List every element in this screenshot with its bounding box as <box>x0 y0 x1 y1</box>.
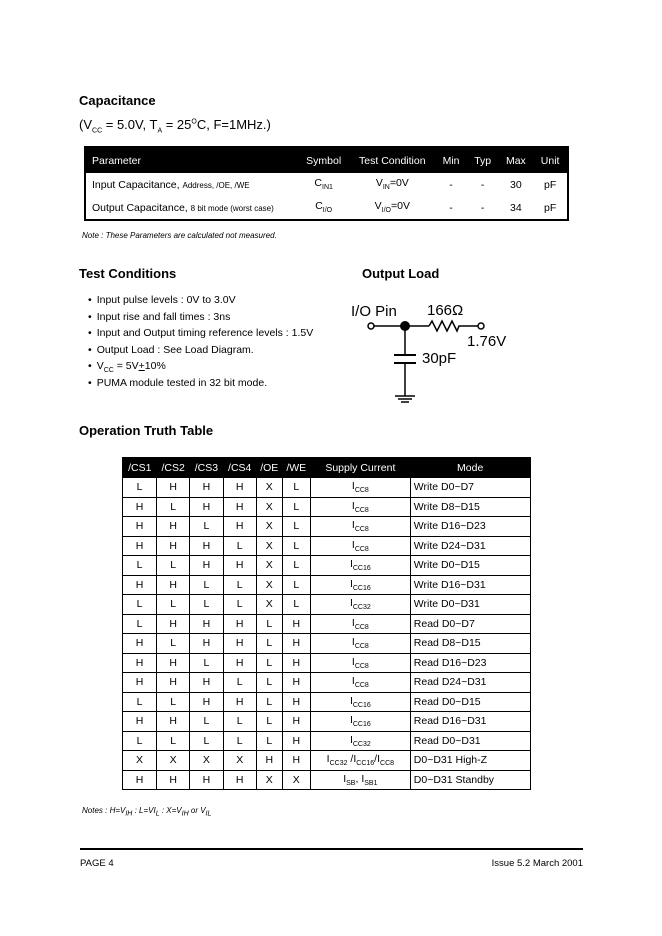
table-row <box>123 634 531 654</box>
supply-current-cell: $I_{CC8}$ <box>310 517 410 537</box>
output-load-title: Output Load <box>362 266 440 281</box>
supply-current-cell: $I_{SB}$, $I_{SB1}$ <box>310 770 410 790</box>
column-header: Symbol <box>298 147 349 173</box>
signal-cell: H <box>123 712 157 732</box>
signal-cell: H <box>223 517 256 537</box>
parameter-note: Address, /OE, /WE <box>182 180 250 190</box>
test-condition-cell: $V_{I/O}=0V$ <box>374 200 410 215</box>
signal-cell: H <box>157 575 190 595</box>
output-load-diagram <box>345 295 525 410</box>
signal-cell: L <box>282 595 310 615</box>
mode-cell: Write D16~D23 <box>410 517 530 537</box>
supply-current-cell: $I_{CC8}$ <box>310 536 410 556</box>
capacitance-table <box>84 146 569 221</box>
supply-current-cell: $I_{CC8}$ <box>310 634 410 654</box>
resistor-label: 166Ω <box>427 302 464 319</box>
signal-cell: L <box>256 614 282 634</box>
signal-cell: H <box>157 770 190 790</box>
supply-current-cell: $I_{CC16}$ <box>310 575 410 595</box>
mode-cell: Write D0~D31 <box>410 595 530 615</box>
table-row <box>123 536 531 556</box>
signal-cell: X <box>256 770 282 790</box>
signal-cell: L <box>256 673 282 693</box>
pin-terminal <box>368 323 374 329</box>
table-row <box>123 770 531 790</box>
column-header: /CS4 <box>223 458 256 478</box>
footer-rule <box>80 848 583 850</box>
signal-cell: X <box>123 751 157 771</box>
signal-cell: H <box>282 614 310 634</box>
table-row <box>123 614 531 634</box>
column-header: Parameter <box>85 147 298 173</box>
signal-cell: L <box>157 497 190 517</box>
signal-cell: H <box>223 692 256 712</box>
list-item: • PUMA module tested in 32 bit mode. <box>88 375 313 392</box>
signal-cell: H <box>282 712 310 732</box>
parameter-cell: Output Capacitance, 8 bit mode (worst case) <box>92 201 274 214</box>
signal-cell: L <box>223 673 256 693</box>
voltage-terminal <box>478 323 484 329</box>
signal-cell: H <box>157 653 190 673</box>
capacitance-title: Capacitance <box>79 93 156 108</box>
signal-cell: H <box>190 770 223 790</box>
signal-cell: X <box>190 751 223 771</box>
signal-cell: L <box>256 634 282 654</box>
mode-cell: Read D0~D15 <box>410 692 530 712</box>
column-header: Typ <box>467 147 499 173</box>
max-cell: 30 <box>510 178 522 191</box>
signal-cell: L <box>123 478 157 498</box>
column-header: Max <box>498 147 533 173</box>
truth-table-title: Operation Truth Table <box>79 423 214 438</box>
signal-cell: X <box>223 751 256 771</box>
mode-cell: Write D16~D31 <box>410 575 530 595</box>
signal-cell: X <box>256 478 282 498</box>
list-item: • Input rise and fall times : 3ns <box>88 309 313 326</box>
mode-cell: Read D8~D15 <box>410 634 530 654</box>
table-row <box>123 478 531 498</box>
signal-cell: H <box>223 653 256 673</box>
signal-cell: H <box>123 517 157 537</box>
signal-cell: L <box>190 595 223 615</box>
parameter-cell: Input Capacitance, Address, /OE, /WE <box>92 178 250 191</box>
signal-cell: L <box>282 497 310 517</box>
column-header: Mode <box>410 458 530 478</box>
table-row <box>123 751 531 771</box>
supply-current-cell: $I_{CC16}$ <box>310 692 410 712</box>
parameter-note: 8 bit mode (worst case) <box>190 203 274 213</box>
signal-cell: H <box>157 536 190 556</box>
mode-cell: Read D24~D31 <box>410 673 530 693</box>
signal-cell: H <box>223 614 256 634</box>
supply-current-cell: $I_{CC8}$ <box>310 497 410 517</box>
column-header: Unit <box>533 147 568 173</box>
signal-cell: X <box>256 536 282 556</box>
signal-cell: L <box>123 692 157 712</box>
signal-cell: H <box>123 575 157 595</box>
mode-cell: D0~D31 Standby <box>410 770 530 790</box>
supply-current-cell: $I_{CC32}$ <box>310 731 410 751</box>
signal-cell: X <box>157 751 190 771</box>
unit-cell: pF <box>544 201 557 214</box>
signal-cell: L <box>223 536 256 556</box>
truth-table-notes: Notes : $H=V_{IH}$ : $L=VI_L$ : $X=V_{IH}$ or $V_{IL}$ <box>82 806 212 818</box>
test-condition-cell: $V_{IN}=0V$ <box>375 177 409 192</box>
resistor <box>429 321 478 331</box>
table-row <box>85 196 568 220</box>
supply-current-cell: $I_{CC32}$ <box>310 595 410 615</box>
supply-current-cell: $I_{CC8}$ <box>310 673 410 693</box>
table-row <box>85 173 568 196</box>
signal-cell: L <box>190 712 223 732</box>
signal-cell: H <box>123 653 157 673</box>
column-header: Min <box>435 147 467 173</box>
signal-cell: L <box>282 517 310 537</box>
signal-cell: L <box>123 595 157 615</box>
supply-current-cell: $I_{CC16}$ <box>310 712 410 732</box>
signal-cell: L <box>157 731 190 751</box>
mode-cell: Write D8~D15 <box>410 497 530 517</box>
table-row <box>123 731 531 751</box>
min-cell: - <box>449 178 453 191</box>
column-header: Supply Current <box>310 458 410 478</box>
supply-current-cell: $I_{CC8}$ <box>310 653 410 673</box>
signal-cell: L <box>123 556 157 576</box>
signal-cell: L <box>123 614 157 634</box>
signal-cell: L <box>256 731 282 751</box>
signal-cell: L <box>256 653 282 673</box>
signal-cell: X <box>256 517 282 537</box>
signal-cell: H <box>223 556 256 576</box>
signal-cell: X <box>256 556 282 576</box>
signal-cell: L <box>157 634 190 654</box>
issue-date: Issue 5.2 March 2001 <box>491 858 583 869</box>
signal-cell: L <box>223 712 256 732</box>
signal-cell: L <box>157 595 190 615</box>
signal-cell: L <box>190 731 223 751</box>
list-item: • Output Load : See Load Diagram. <box>88 342 313 359</box>
signal-cell: H <box>157 478 190 498</box>
signal-cell: L <box>223 595 256 615</box>
signal-cell: H <box>256 751 282 771</box>
column-header: /CS2 <box>157 458 190 478</box>
mode-cell: Write D24~D31 <box>410 536 530 556</box>
test-conditions-list <box>88 292 313 392</box>
signal-cell: H <box>190 478 223 498</box>
signal-cell: H <box>282 731 310 751</box>
signal-cell: L <box>190 517 223 537</box>
signal-cell: H <box>223 634 256 654</box>
signal-cell: X <box>256 575 282 595</box>
column-header: Test Condition <box>349 147 435 173</box>
min-cell: - <box>449 201 453 214</box>
signal-cell: H <box>157 712 190 732</box>
unit-cell: pF <box>544 178 557 191</box>
signal-cell: H <box>282 673 310 693</box>
symbol-cell: $C_{IN1}$ <box>314 177 333 192</box>
signal-cell: H <box>123 634 157 654</box>
signal-cell: H <box>157 614 190 634</box>
table-row <box>123 575 531 595</box>
signal-cell: L <box>123 731 157 751</box>
table-row <box>123 517 531 537</box>
supply-current-cell: $I_{CC8}$ <box>310 478 410 498</box>
signal-cell: H <box>190 673 223 693</box>
supply-current-cell: $I_{CC32}$ $/I_{CC16}/I_{CC8}$ <box>310 751 410 771</box>
column-header: /CS1 <box>123 458 157 478</box>
signal-cell: L <box>190 653 223 673</box>
signal-cell: H <box>190 692 223 712</box>
truth-table <box>122 457 531 790</box>
signal-cell: L <box>282 536 310 556</box>
mode-cell: D0~D31 High-Z <box>410 751 530 771</box>
table-row <box>123 673 531 693</box>
signal-cell: L <box>282 556 310 576</box>
signal-cell: X <box>256 497 282 517</box>
signal-cell: H <box>190 536 223 556</box>
test-conditions-title: Test Conditions <box>79 266 177 281</box>
column-header: /WE <box>282 458 310 478</box>
max-cell: 34 <box>510 201 522 214</box>
signal-cell: L <box>223 731 256 751</box>
table-row <box>123 497 531 517</box>
signal-cell: H <box>282 692 310 712</box>
signal-cell: H <box>223 770 256 790</box>
signal-cell: L <box>282 478 310 498</box>
signal-cell: L <box>256 692 282 712</box>
signal-cell: H <box>190 634 223 654</box>
table-row <box>123 556 531 576</box>
signal-cell: H <box>123 673 157 693</box>
capacitor-label: 30pF <box>422 350 457 367</box>
table-row <box>123 712 531 732</box>
supply-current-cell: $I_{CC16}$ <box>310 556 410 576</box>
list-item: • Input pulse levels : 0V to 3.0V <box>88 292 313 309</box>
signal-cell: H <box>190 497 223 517</box>
mode-cell: Write D0~D15 <box>410 556 530 576</box>
signal-cell: X <box>256 595 282 615</box>
table-row <box>123 692 531 712</box>
mode-cell: Read D16~D31 <box>410 712 530 732</box>
signal-cell: H <box>223 478 256 498</box>
signal-cell: H <box>282 634 310 654</box>
column-header: /OE <box>256 458 282 478</box>
mode-cell: Read D16~D23 <box>410 653 530 673</box>
signal-cell: H <box>190 556 223 576</box>
signal-cell: H <box>123 497 157 517</box>
table-row <box>123 595 531 615</box>
signal-cell: X <box>282 770 310 790</box>
list-item: • $V_{CC} = 5V+10\%$ <box>88 358 313 375</box>
mode-cell: Read D0~D31 <box>410 731 530 751</box>
signal-cell: H <box>190 614 223 634</box>
typ-cell: - <box>480 178 485 191</box>
column-header: /CS3 <box>190 458 223 478</box>
signal-cell: H <box>123 536 157 556</box>
signal-cell: L <box>282 575 310 595</box>
signal-cell: H <box>157 673 190 693</box>
signal-cell: L <box>157 692 190 712</box>
signal-cell: H <box>282 751 310 771</box>
signal-cell: H <box>223 497 256 517</box>
signal-cell: L <box>190 575 223 595</box>
symbol-cell: $C_{I/O}$ <box>315 200 333 215</box>
capacitance-note: Note : These Parameters are calculated not measured. <box>82 231 277 240</box>
capacitance-conditions: ($V_{CC} = 5.0V$, $T_A = 25^OC$, F=1MHz.) <box>79 117 271 135</box>
signal-cell: L <box>223 575 256 595</box>
signal-cell: L <box>157 556 190 576</box>
typ-cell: - <box>480 201 485 214</box>
signal-cell: H <box>282 653 310 673</box>
list-item: • Input and Output timing reference levels : 1.5V <box>88 325 313 342</box>
signal-cell: L <box>256 712 282 732</box>
page-number: PAGE 4 <box>80 858 114 869</box>
mode-cell: Read D0~D7 <box>410 614 530 634</box>
io-pin-label: I/O Pin <box>351 303 397 320</box>
mode-cell: Write D0~D7 <box>410 478 530 498</box>
signal-cell: H <box>123 770 157 790</box>
supply-current-cell: $I_{CC8}$ <box>310 614 410 634</box>
voltage-label: 1.76V <box>467 333 507 350</box>
table-row <box>123 653 531 673</box>
signal-cell: H <box>157 517 190 537</box>
